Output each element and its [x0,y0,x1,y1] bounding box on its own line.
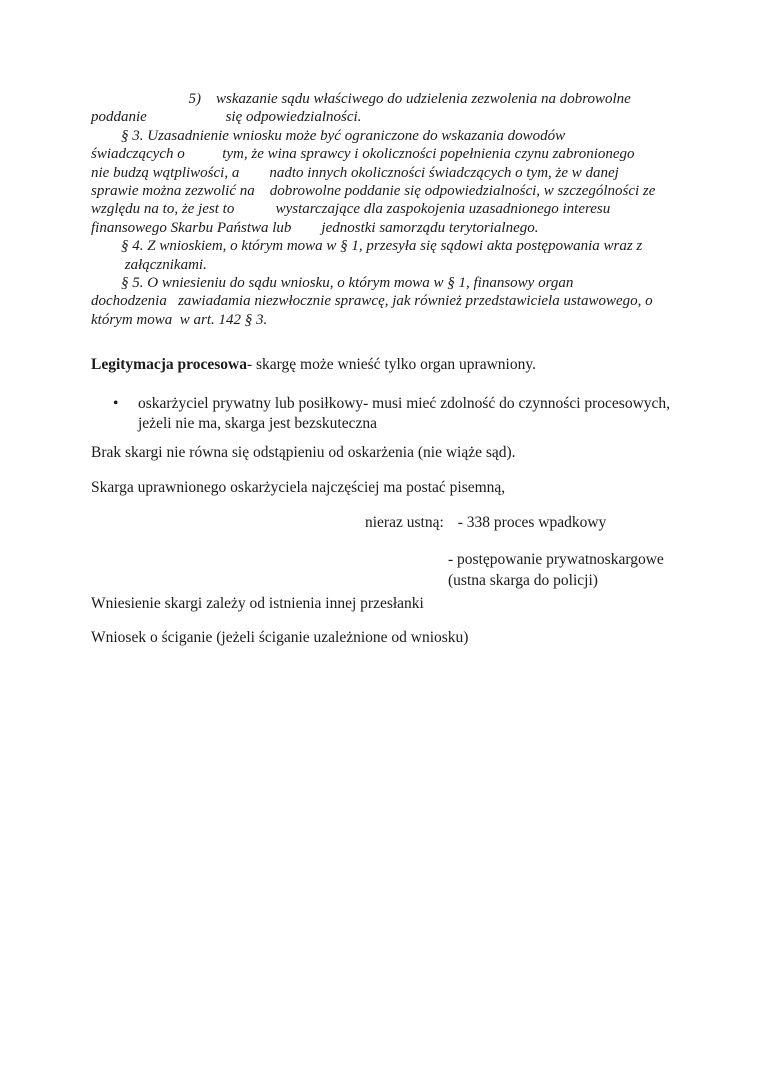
statute-excerpt [91,90,675,329]
paragraph-premise: Wniesienie skargi zależy od istnienia innej przesłanki [91,595,424,613]
paragraph-oral-form-2 [91,550,675,591]
statute-line: § 3. Uzasadnienie wniosku może być ograniczone do wskazania dowodów [91,127,566,144]
statute-line: poddanie się odpowiedzialności. [91,109,362,126]
statute-line: nie budzą wątpliwości, a nadto innych okoliczności świadczących o tym, że w danej [91,164,619,181]
oral-form-item1: - 338 proces wpadkowy [457,513,607,531]
oral-form-item2: - postępowanie prywatnoskargowe [448,551,664,569]
oral-form-label: nieraz ustną: [365,513,444,531]
paragraph-motion: Wniosek o ściganie (jeżeli ściganie uzależnione od wniosku) [91,628,469,646]
statute-line: 5) wskazanie sądu właściwego do udzielenia zezwolenia na dobrowolne [91,91,631,107]
oral-form-item2-note: (ustna skarga do policji) [448,571,598,589]
statute-line: sprawie można zezwolić na dobrowolne poddanie się odpowiedzialności, w szczególności ze [91,183,656,200]
statute-line: § 5. O wniesieniu do sądu wniosku, o którym mowa w § 1, finansowy organ [91,275,574,292]
statute-line: świadczących o tym, że wina sprawcy i okoliczności popełnienia czynu zabronionego [91,146,635,163]
bullet-marker-icon: • [113,394,119,412]
paragraph-no-complaint: Brak skargi nie równa się odstąpieniu od oskarżenia (nie wiąże sąd). [91,443,516,461]
statute-line: którym mowa w art. 142 § 3. [91,311,268,328]
statute-line: dochodzenia zawiadamia niezwłocznie sprawcę, jak również przedstawiciela ustawowego, o [91,293,653,310]
bullet-item [91,394,675,435]
bullet-text: oskarżyciel prywatny lub posiłkowy- musi mieć zdolność do czynności procesowych, jeżeli nie ma, skarga jest bezskuteczna [138,394,671,433]
heading-term: Legitymacja procesowa [91,356,247,374]
statute-line: finansowego Skarbu Państwa lub jednostki samorządu terytorialnego. [91,219,539,236]
paragraph-oral-form [91,513,675,534]
heading-rest: - skargę może wnieść tylko organ uprawniony. [246,356,536,374]
statute-line: § 4. Z wnioskiem, o którym mowa w § 1, przesyła się sądowi akta postępowania wraz z [91,238,643,255]
section-heading [91,355,675,376]
statute-line: załącznikami. [91,256,207,273]
paragraph-written-form: Skarga uprawnionego oskarżyciela najczęściej ma postać pisemną, [91,479,506,497]
statute-line: względu na to, że jest to wystarczające dla zaspokojenia uzasadnionego interesu [91,201,611,218]
